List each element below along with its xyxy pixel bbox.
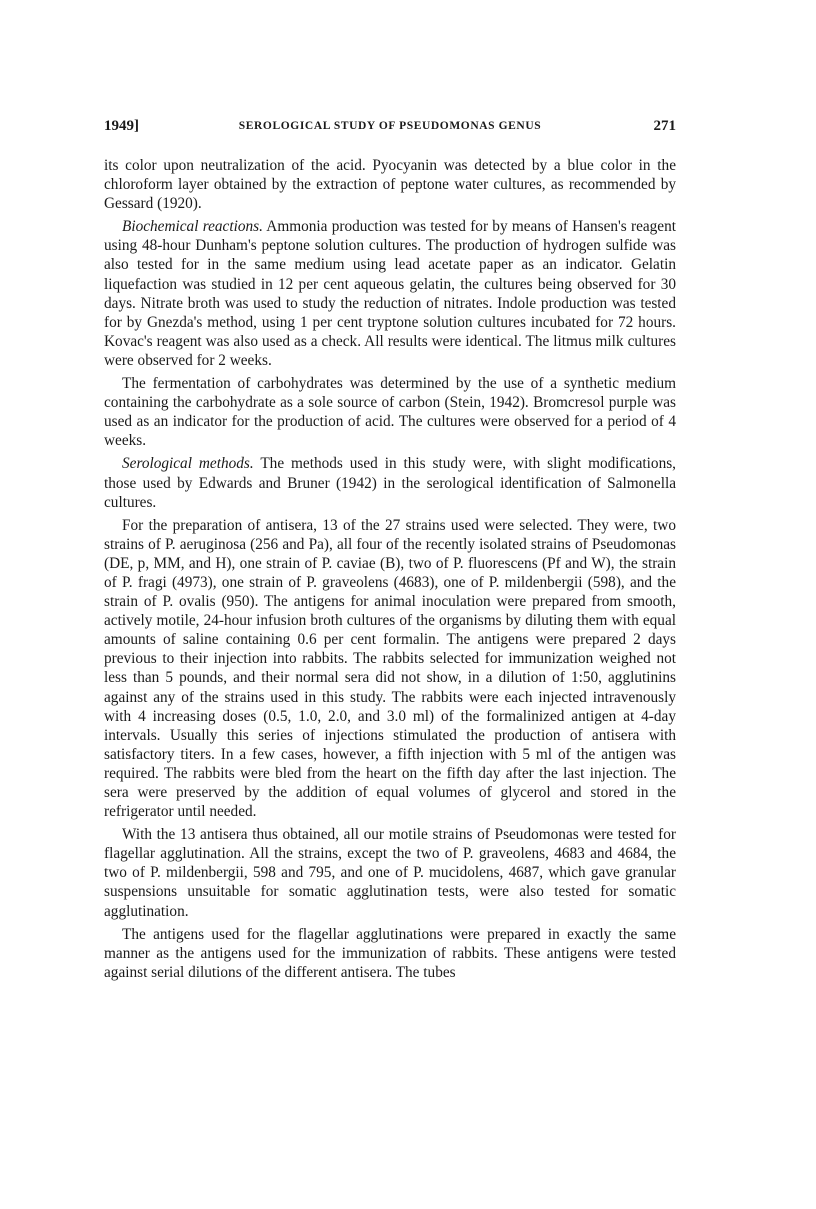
section-heading: Serological methods. <box>122 455 254 473</box>
paragraph-text: The antigens used for the flagellar agglutinations were prepared in exactly the same manner as the antigens used for the immunization of rabbits. These antigens were tested against serial dilutions of the different antisera. The tubes <box>104 925 676 981</box>
paragraph-text: For the preparation of antisera, 13 of the 27 strains used were selected. They were, two strains of P. aeruginosa (256 and Pa), all four of the recently isolated strains of Pseudomonas (DE, p, MM, and H), one strain of P. caviae (B), two of P. fluorescens (Pf and W), the strain of P. fragi (4973), one strain of P. graveolens (4683), one of P. mildenbergii (598), and the strain of P. ovalis (950). The antigens for animal inoculation were prepared from smooth, actively motile, 24-hour infusion broth cultures of the organisms by diluting them with equal amounts of saline containing 0.6 per cent formalin. The antigens were prepared 2 days previous to their injection into rabbits. The rabbits selected for immunization weighed not less than 5 pounds, and their normal sera did not show, in a dilution of 1:50, agglutinins against any of the strains used in this study. The rabbits were each injected intravenously with 4 increasing doses (0.5, 1.0, 2.0, and 3.0 ml) of the formalinized antigen at 4-day intervals. Usually this series of injections stimulated the production of antisera with satisfactory titers. In a few cases, however, a fifth injection with 5 ml of the antigen was required. The rabbits were bled from the heart on the fifth day after the last injection. The sera were preserved by the addition of equal volumes of glycerol and stored in the refrigerator until needed. <box>104 516 676 821</box>
running-header <box>104 110 676 140</box>
running-title: SEROLOGICAL STUDY OF PSEUDOMONAS GENUS <box>238 120 542 132</box>
paragraph-agglutination-tests <box>104 825 676 920</box>
article-body <box>104 156 676 982</box>
journal-page <box>104 110 676 986</box>
paragraph-pyocyanin <box>104 156 676 213</box>
paragraph-flagellar-antigens <box>104 925 676 982</box>
header-year: 1949] <box>104 118 139 134</box>
paragraph-serological-methods <box>104 454 676 511</box>
paragraph-text: The methods used in this study were, with slight modifications, those used by Edwards and Bruner (1942) in the serological identification of Salmonella cultures. <box>104 455 677 511</box>
paragraph-text: The fermentation of carbohydrates was determined by the use of a synthetic medium containing the carbohydrate as a sole source of carbon (Stein, 1942). Bromcresol purple was used as an indicator for the production of acid. The cultures were observed for a period of 4 weeks. <box>104 375 676 450</box>
paragraph-biochemical-reactions <box>104 217 676 370</box>
page-number: 271 <box>653 118 676 134</box>
paragraph-antisera-preparation <box>104 516 676 822</box>
paragraph-text: With the 13 antisera thus obtained, all our motile strains of Pseudomonas were tested for flagellar agglutination. All the strains, except the two of P. graveolens, 4683 and 4684, the two of P. mildenbergii, 598 and 795, and one of P. mucidolens, 4687, which gave granular suspensions unsuitable for somatic agglutination tests, were also tested for somatic agglutination. <box>104 826 676 920</box>
paragraph-text: Ammonia production was tested for by means of Hansen's reagent using 48-hour Dunham's peptone solution cultures. The production of hydrogen sulfide was also tested for in the same medium using lead acetate paper as an indicator. Gelatin liquefaction was studied in 12 per cent aqueous gelatin, the cultures being observed for 30 days. Nitrate broth was used to study the reduction of nitrates. Indole production was tested for by Gnezda's method, using 1 per cent tryptone solution cultures incubated for 72 hours. Kovac's reagent was also used as a check. All results were identical. The litmus milk cultures were observed for 2 weeks. <box>104 218 676 369</box>
section-heading: Biochemical reactions. <box>122 218 263 236</box>
paragraph-fermentation <box>104 374 676 450</box>
paragraph-text: its color upon neutralization of the acid. Pyocyanin was detected by a blue color in the chloroform layer obtained by the extraction of peptone water cultures, as recommended by Gessard (1920). <box>104 157 676 213</box>
